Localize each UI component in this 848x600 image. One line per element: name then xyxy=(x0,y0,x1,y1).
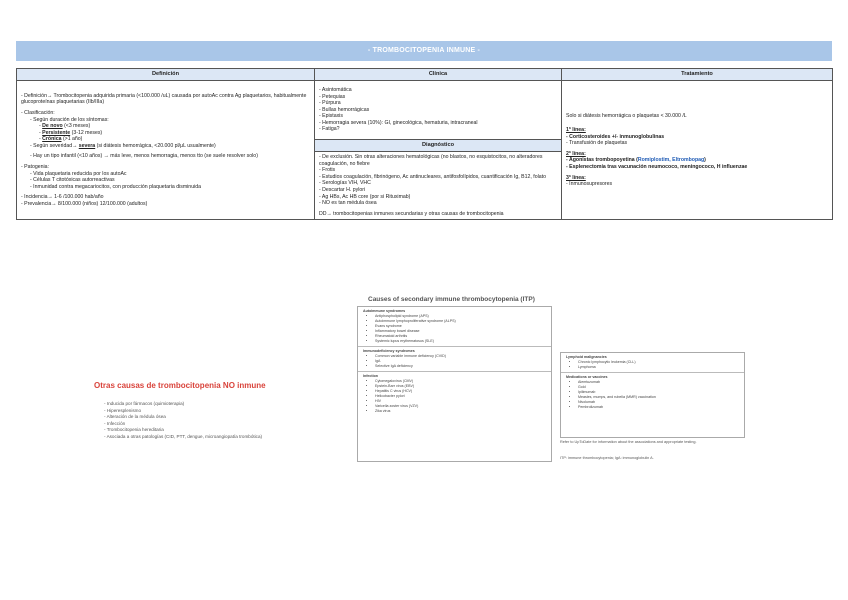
page-banner: - TROMBOCITOPENIA INMUNE - xyxy=(16,41,832,61)
ttp-item: • Alemtuzumab xyxy=(578,380,739,385)
clinica-cell xyxy=(315,81,562,140)
tratamiento-cell xyxy=(562,81,833,220)
tratamiento-intro: Solo si diátesis hemorrágica o plaquetas < 30.000 /L xyxy=(566,112,687,119)
meds-list xyxy=(566,380,739,410)
ttp-item: • Evans syndrome xyxy=(375,324,546,329)
diagnostico-cell xyxy=(315,152,562,220)
otras-causas-title: Otras causas de trombocitopenia NO inmune xyxy=(94,381,266,390)
patogenia-label: Patogenia: xyxy=(24,164,49,171)
ttp-item: • Ipilimumab xyxy=(578,390,739,395)
clinica-item: - Fatiga? xyxy=(319,126,557,133)
diagnostico-list xyxy=(319,154,557,207)
ttp-item: • IgA xyxy=(375,359,546,364)
linea-2-item: - Esplenectomía tras vacunación neumococo, meningococo, H influenzae xyxy=(566,164,828,171)
diagnostico-item: - NO es tan médula ósea xyxy=(319,200,557,207)
ttp-item: • Antiphospholipid syndrome (APS) xyxy=(375,314,546,319)
header-definicion: Definición xyxy=(17,69,315,81)
clinica-item: - Púrpura xyxy=(319,100,557,107)
linea-2-item xyxy=(566,157,828,164)
ttp-footnote-2: ITP: immune thrombocytopenia; IgA: immunoglobulin A. xyxy=(560,456,654,460)
diagnostico-item: - Frotis xyxy=(319,167,557,174)
ttp-item: • HIV xyxy=(375,399,546,404)
infection-title: Infection xyxy=(363,374,378,378)
ttp-item: • Helicobacter pylori xyxy=(375,394,546,399)
otras-causa-item: - Asociada a otras patologías (CID, PTT, dengue, microangiopatía trombótica) xyxy=(104,434,304,441)
ttp-item: • Measles, mumps, and rubella (MMR) vaccination xyxy=(578,395,739,400)
diagnostico-item: - Serologías VIH, VHC xyxy=(319,180,557,187)
ttp-item: • Common variable immune deficiency (CVID) xyxy=(375,354,546,359)
clinica-item: - Petequias xyxy=(319,94,557,101)
ttp-item: • Autoimmune lymphoproliferative syndrome (ALPS) xyxy=(375,319,546,324)
otras-causas-box xyxy=(104,401,304,441)
ttp-item: • Chronic lymphocytic leukemia (CLL) xyxy=(578,360,739,365)
linea-2-close: ) xyxy=(704,157,706,164)
ttp-item: • Hepatitis C virus (HCV) xyxy=(375,389,546,394)
cronica-label: Crónica xyxy=(42,136,62,143)
de-novo-label: De novo xyxy=(42,123,63,130)
header-diagnostico: Diagnóstico xyxy=(315,140,562,152)
ttp-item: • Systemic lupus erythematosus (SLE) xyxy=(375,339,546,344)
linea-2-title: 2ª línea: xyxy=(566,150,586,157)
lymphoid-list xyxy=(566,360,739,370)
lymphoid-section xyxy=(561,353,744,373)
clinica-list xyxy=(319,87,557,133)
prevalencia-text: - Prevalencia→ 8/100.000 (niños) 12/100.000 (adultos) xyxy=(21,201,310,208)
linea-2-drugs: Romiplostim, Eltrombopag xyxy=(637,157,705,164)
diagnostico-item: - Estudios coagulación, fibrinógeno, Ac antinucleares, antifosfolípidos, cuantificación Ig, B12, folato xyxy=(319,174,557,181)
clinica-item: - Asintomática xyxy=(319,87,557,94)
clinica-item: - Epistaxis xyxy=(319,113,557,120)
severa-detail: (si diátesis hemorrágica, <20.000 pl/μL usualmente) xyxy=(95,142,216,149)
persistente-label: Persistente xyxy=(42,129,71,136)
incidencia-text: - Incidencia→ 1-6 /100.000 hab/año xyxy=(21,194,310,201)
patogenia-item: - Inmunidad contra megacariocitos, con producción plaquetaria disminuida xyxy=(30,184,310,191)
autoimmune-section xyxy=(358,307,551,347)
ttp-item: • Gold xyxy=(578,385,739,390)
patogenia-item: - Vida plaquetaria reducida por los autoAc xyxy=(30,171,310,178)
linea-3-item: - Inmunosupresores xyxy=(566,181,828,188)
de-novo-range: (<3 meses) xyxy=(62,123,91,130)
autoimmune-title: Autoimmune syndromes xyxy=(363,309,406,313)
immunodef-list xyxy=(363,354,546,369)
linea-1-title: 1ª línea: xyxy=(566,127,586,134)
patogenia-item: - Células T citotóxicas autorreactivas xyxy=(30,177,310,184)
meds-section xyxy=(561,373,744,412)
duracion-label: Según duración de los síntomas: xyxy=(33,116,109,123)
ttp-left-box xyxy=(357,306,552,462)
otras-causa-item: - Trombocitopenia hereditaria xyxy=(104,427,304,434)
otras-causa-item: - Alteración de la médula ósea xyxy=(104,414,304,421)
persistente-range: (3-12 meses) xyxy=(70,129,103,136)
definicion-text: - Definición→ Trombocitopenia adquirida primaria (<100.000 /uL) causada por autoAc contra Ag plaquetarios, habitualmente glucoproteínas plaquetarias (IIb/IIIa) xyxy=(21,93,310,106)
otras-causas-list xyxy=(104,401,304,441)
cronica-range: (>1 año) xyxy=(61,136,83,143)
severidad-label: Según severidad→ xyxy=(33,142,79,149)
autoimmune-list xyxy=(363,314,546,344)
ttp-item: • Nivolumab xyxy=(578,400,739,405)
definicion-cell xyxy=(17,81,315,220)
immunodef-section xyxy=(358,347,551,372)
itp-summary-table xyxy=(16,68,833,220)
ttp-item: • Varicella zoster virus (VZV) xyxy=(375,404,546,409)
otras-causa-item: - Hiperesplenismo xyxy=(104,408,304,415)
linea-2-text: Agonistas trombopoyetina ( xyxy=(568,157,638,164)
ttp-footnote-1: Refer to UpToDate for information about the associations and appropriate testing. xyxy=(560,440,697,444)
clinica-item: - Bullas hemorrágicas xyxy=(319,107,557,114)
severa-label: severa xyxy=(78,142,96,149)
linea-3-title: 3ª línea: xyxy=(566,174,586,181)
linea-1-item: - Corticosteroides +/- inmunoglobulinas xyxy=(566,134,828,141)
diagnostico-item: - Ag HBs, Ac HB core (por si Rituximab) xyxy=(319,194,557,201)
ttp-item: • Inflammatory bowel disease xyxy=(375,329,546,334)
ttp-item: • Cytomegalovirus (CMV) xyxy=(375,379,546,384)
header-clinica: Clínica xyxy=(315,69,562,81)
header-tratamiento: Tratamiento xyxy=(562,69,833,81)
infection-section xyxy=(358,372,551,416)
diagnostico-item: - De exclusión. Sin otras alteraciones hematológicas (no blastos, no esquistocitos, no alteradores coagulación, no fiebre xyxy=(319,154,557,167)
otras-causa-item: - Infección xyxy=(104,421,304,428)
ttp-item: • Zika virus xyxy=(375,409,546,414)
infantil-note: - Hay un tipo infantil (<10 años) → más leve, menos hemorragia, menos tto (se suele resolver solo) xyxy=(30,153,310,160)
diagnostico-item: - Descartar H. pylori xyxy=(319,187,557,194)
infection-list xyxy=(363,379,546,414)
immunodef-title: Immunodeficiency syndromes xyxy=(363,349,415,353)
dd-text: DD→ trombocitopenias inmunes secundarias y otras causas de trombocitopenia xyxy=(319,210,504,217)
meds-title: Medications or vaccines xyxy=(566,375,608,379)
linea-1-item: - Transfusión de plaquetas xyxy=(566,140,828,147)
ttp-item: • Lymphoma xyxy=(578,365,739,370)
otras-causa-item: - Inducida por fármacos (quimioterapia) xyxy=(104,401,304,408)
ttp-item: • Pembrolizumab xyxy=(578,405,739,410)
ttp-item: • Selective IgA deficiency xyxy=(375,364,546,369)
lymphoid-title: Lymphoid malignancies xyxy=(566,355,607,359)
ttp-item: • Rheumatoid arthritis xyxy=(375,334,546,339)
ttp-right-box xyxy=(560,352,745,438)
ttp-item: • Epstein-Barr virus (EBV) xyxy=(375,384,546,389)
ttp-table-title: Causes of secondary immune thrombocytopenia (ITP) xyxy=(368,296,535,303)
clasificacion-label: Clasificación: xyxy=(24,109,55,116)
clinica-item: - Hemorragia severa (10%): GI, ginecológica, hematuria, intracraneal xyxy=(319,120,557,127)
